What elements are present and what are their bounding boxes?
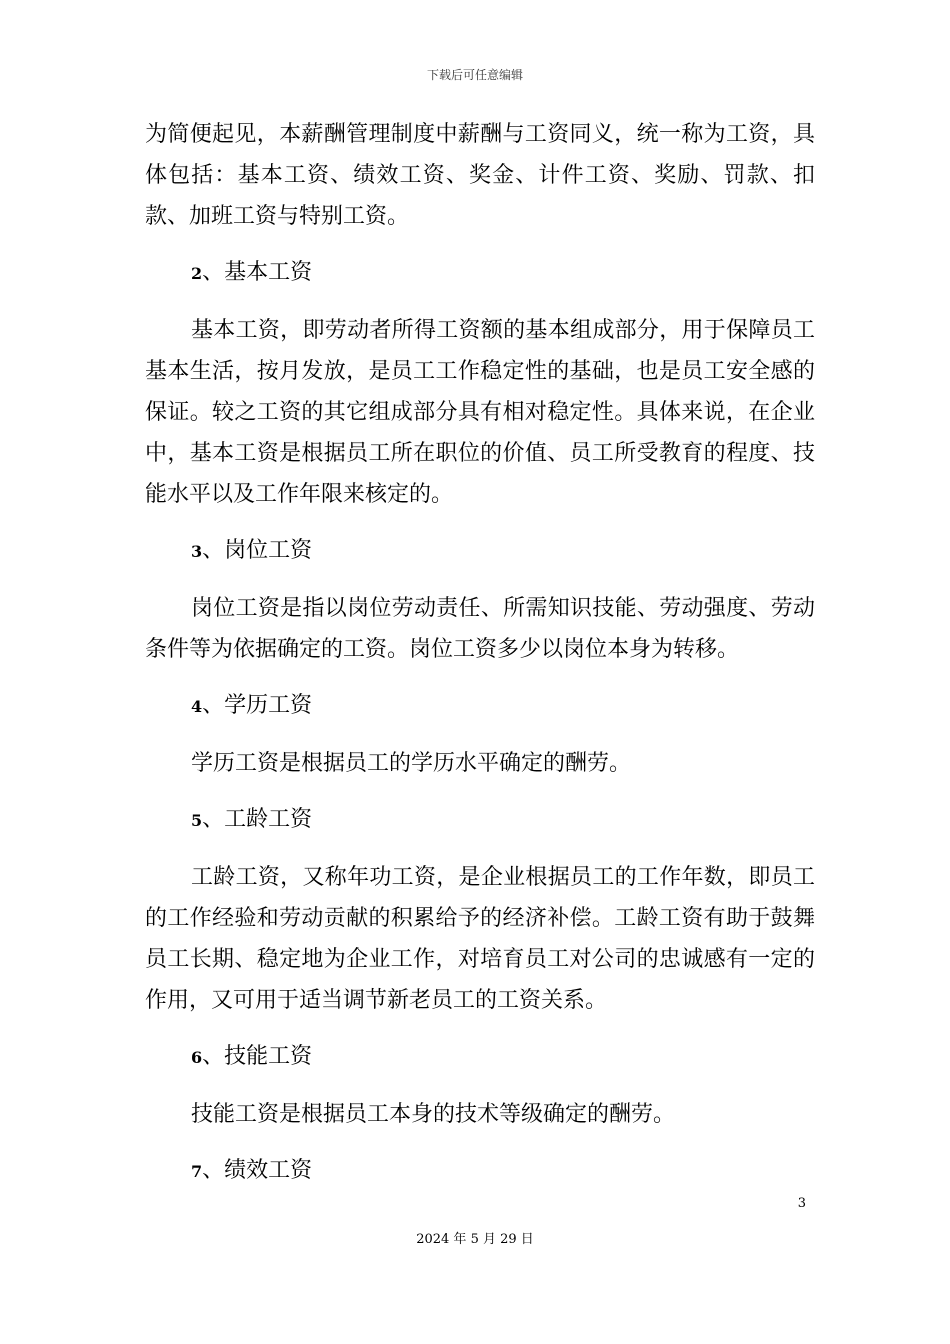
section-title: 岗位工资	[224, 538, 313, 563]
document-body	[145, 114, 815, 1208]
section-heading-position-wage	[145, 531, 815, 572]
section-number: 3	[191, 542, 203, 561]
page-header: 下载后可任意编辑	[426, 68, 523, 82]
section-title: 绩效工资	[224, 1158, 313, 1183]
section-title: 技能工资	[224, 1044, 313, 1069]
section-body-skill-wage: 技能工资是根据员工本身的技术等级确定的酬劳。	[191, 1102, 676, 1127]
section-heading-seniority-wage	[145, 800, 815, 841]
section-title: 工龄工资	[224, 807, 313, 832]
section-body-basic-wage: 基本工资，即劳动者所得工资额的基本组成部分，用于保障员工基本生活，按月发放，是员工工作稳定性的基础，也是员工安全感的保证。较之工资的其它组成部分具有相对稳定性。具体来说，在企业中，基本工资是根据员工所在职位的价值、员工所受教育的程度、技能水平以及工作年限来核定的。	[145, 318, 815, 507]
section-title: 基本工资	[224, 260, 313, 285]
page-footer-date: 2024 年 5 月 29 日	[416, 1232, 534, 1247]
page-number: 3	[797, 1196, 806, 1211]
section-title: 学历工资	[224, 693, 313, 718]
section-heading-basic-wage	[145, 253, 815, 294]
section-number: 7	[191, 1162, 203, 1181]
section-separator: 、	[202, 260, 225, 285]
section-number: 5	[191, 811, 203, 830]
section-separator: 、	[202, 1044, 225, 1069]
section-separator: 、	[202, 538, 225, 563]
section-heading-education-wage	[145, 686, 815, 727]
section-number: 4	[191, 697, 203, 716]
intro-paragraph: 为简便起见，本薪酬管理制度中薪酬与工资同义，统一称为工资，具体包括：基本工资、绩效工资、奖金、计件工资、奖励、罚款、扣款、加班工资与特别工资。	[145, 122, 815, 229]
section-body-education-wage: 学历工资是根据员工的学历水平确定的酬劳。	[191, 751, 632, 776]
section-body-position-wage: 岗位工资是指以岗位劳动责任、所需知识技能、劳动强度、劳动条件等为依据确定的工资。岗位工资多少以岗位本身为转移。	[145, 596, 815, 662]
section-body-seniority-wage: 工龄工资，又称年功工资，是企业根据员工的工作年数，即员工的工作经验和劳动贡献的积累给予的经济补偿。工龄工资有助于鼓舞员工长期、稳定地为企业工作，对培育员工对公司的忠诚感有一定的作用，又可用于适当调节新老员工的工资关系。	[145, 865, 815, 1013]
section-separator: 、	[202, 1158, 225, 1183]
section-separator: 、	[202, 693, 225, 718]
section-separator: 、	[202, 807, 225, 832]
section-number: 6	[191, 1048, 203, 1067]
section-heading-skill-wage	[145, 1037, 815, 1078]
section-heading-performance-wage	[145, 1151, 815, 1192]
section-number: 2	[191, 264, 203, 283]
